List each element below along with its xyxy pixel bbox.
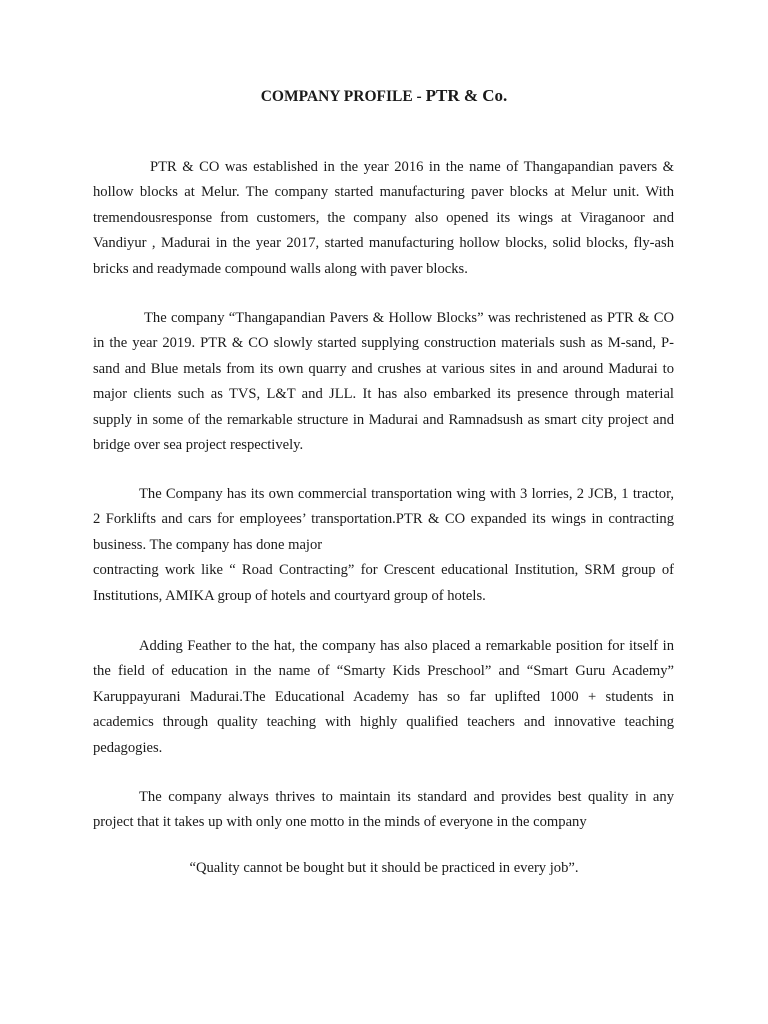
paragraph-education: Adding Feather to the hat, the company has also placed a remarkable position for itself in the field of education in the name of “Smarty Kids Preschool” and “Smart Guru Academy” Karuppayurani Madurai.The Educational Academy has so far uplifted 1000 + students in academics through quality teaching with highly qualified teachers and innovative teaching pedagogies. [93,638,674,756]
page-title [0,86,768,106]
company-motto: “Quality cannot be bought but it should be practiced in every job”. [189,860,579,876]
title-main: COMPANY PROFILE - [260,88,426,105]
paragraph-establishment: PTR & CO was established in the year 2016 in the name of Thangapandian pavers & hollow blocks at Melur. The company started manufacturing paver blocks at Melur unit. With tremendousresponse from customers, the company also opened its wings at Viraganoor and Vandiyur , Madurai in the year 2017, started manufacturing hollow blocks, solid blocks, fly-ash bricks and readymade compound walls along with paver blocks. [93,159,674,277]
title-company-name: PTR & Co. [425,86,508,105]
paragraph-quality: The company always thrives to maintain its standard and provides best quality in any project that it takes up with only one motto in the minds of everyone in the company [93,789,674,831]
paragraph-transportation [93,482,674,609]
paragraph-transportation-first-part: The Company has its own commercial transportation wing with 3 lorries, 2 JCB, 1 tractor, 2 Forklifts and cars for employees’ transportation.PTR & CO expanded its wings in contracting business. The company has done major [93,486,674,553]
paragraph-transportation-second-part: contracting work like “ Road Contracting” for Crescent educational Institution, SRM group of Institutions, AMIKA group of hotels and courtyard group of hotels. [93,562,674,604]
paragraph-rechristening: The company “Thangapandian Pavers & Hollow Blocks” was rechristened as PTR & CO in the year 2019. PTR & CO slowly started supplying construction materials sush as M-sand, P-sand and Blue metals from its own quarry and crushes at various sites in and around Madurai to major clients such as TVS, L&T and JLL. It has also embarked its presence through material supply in some of the remarkable structure in Madurai and Ramnadsush as smart city project and bridge over sea project respectively. [93,310,674,454]
